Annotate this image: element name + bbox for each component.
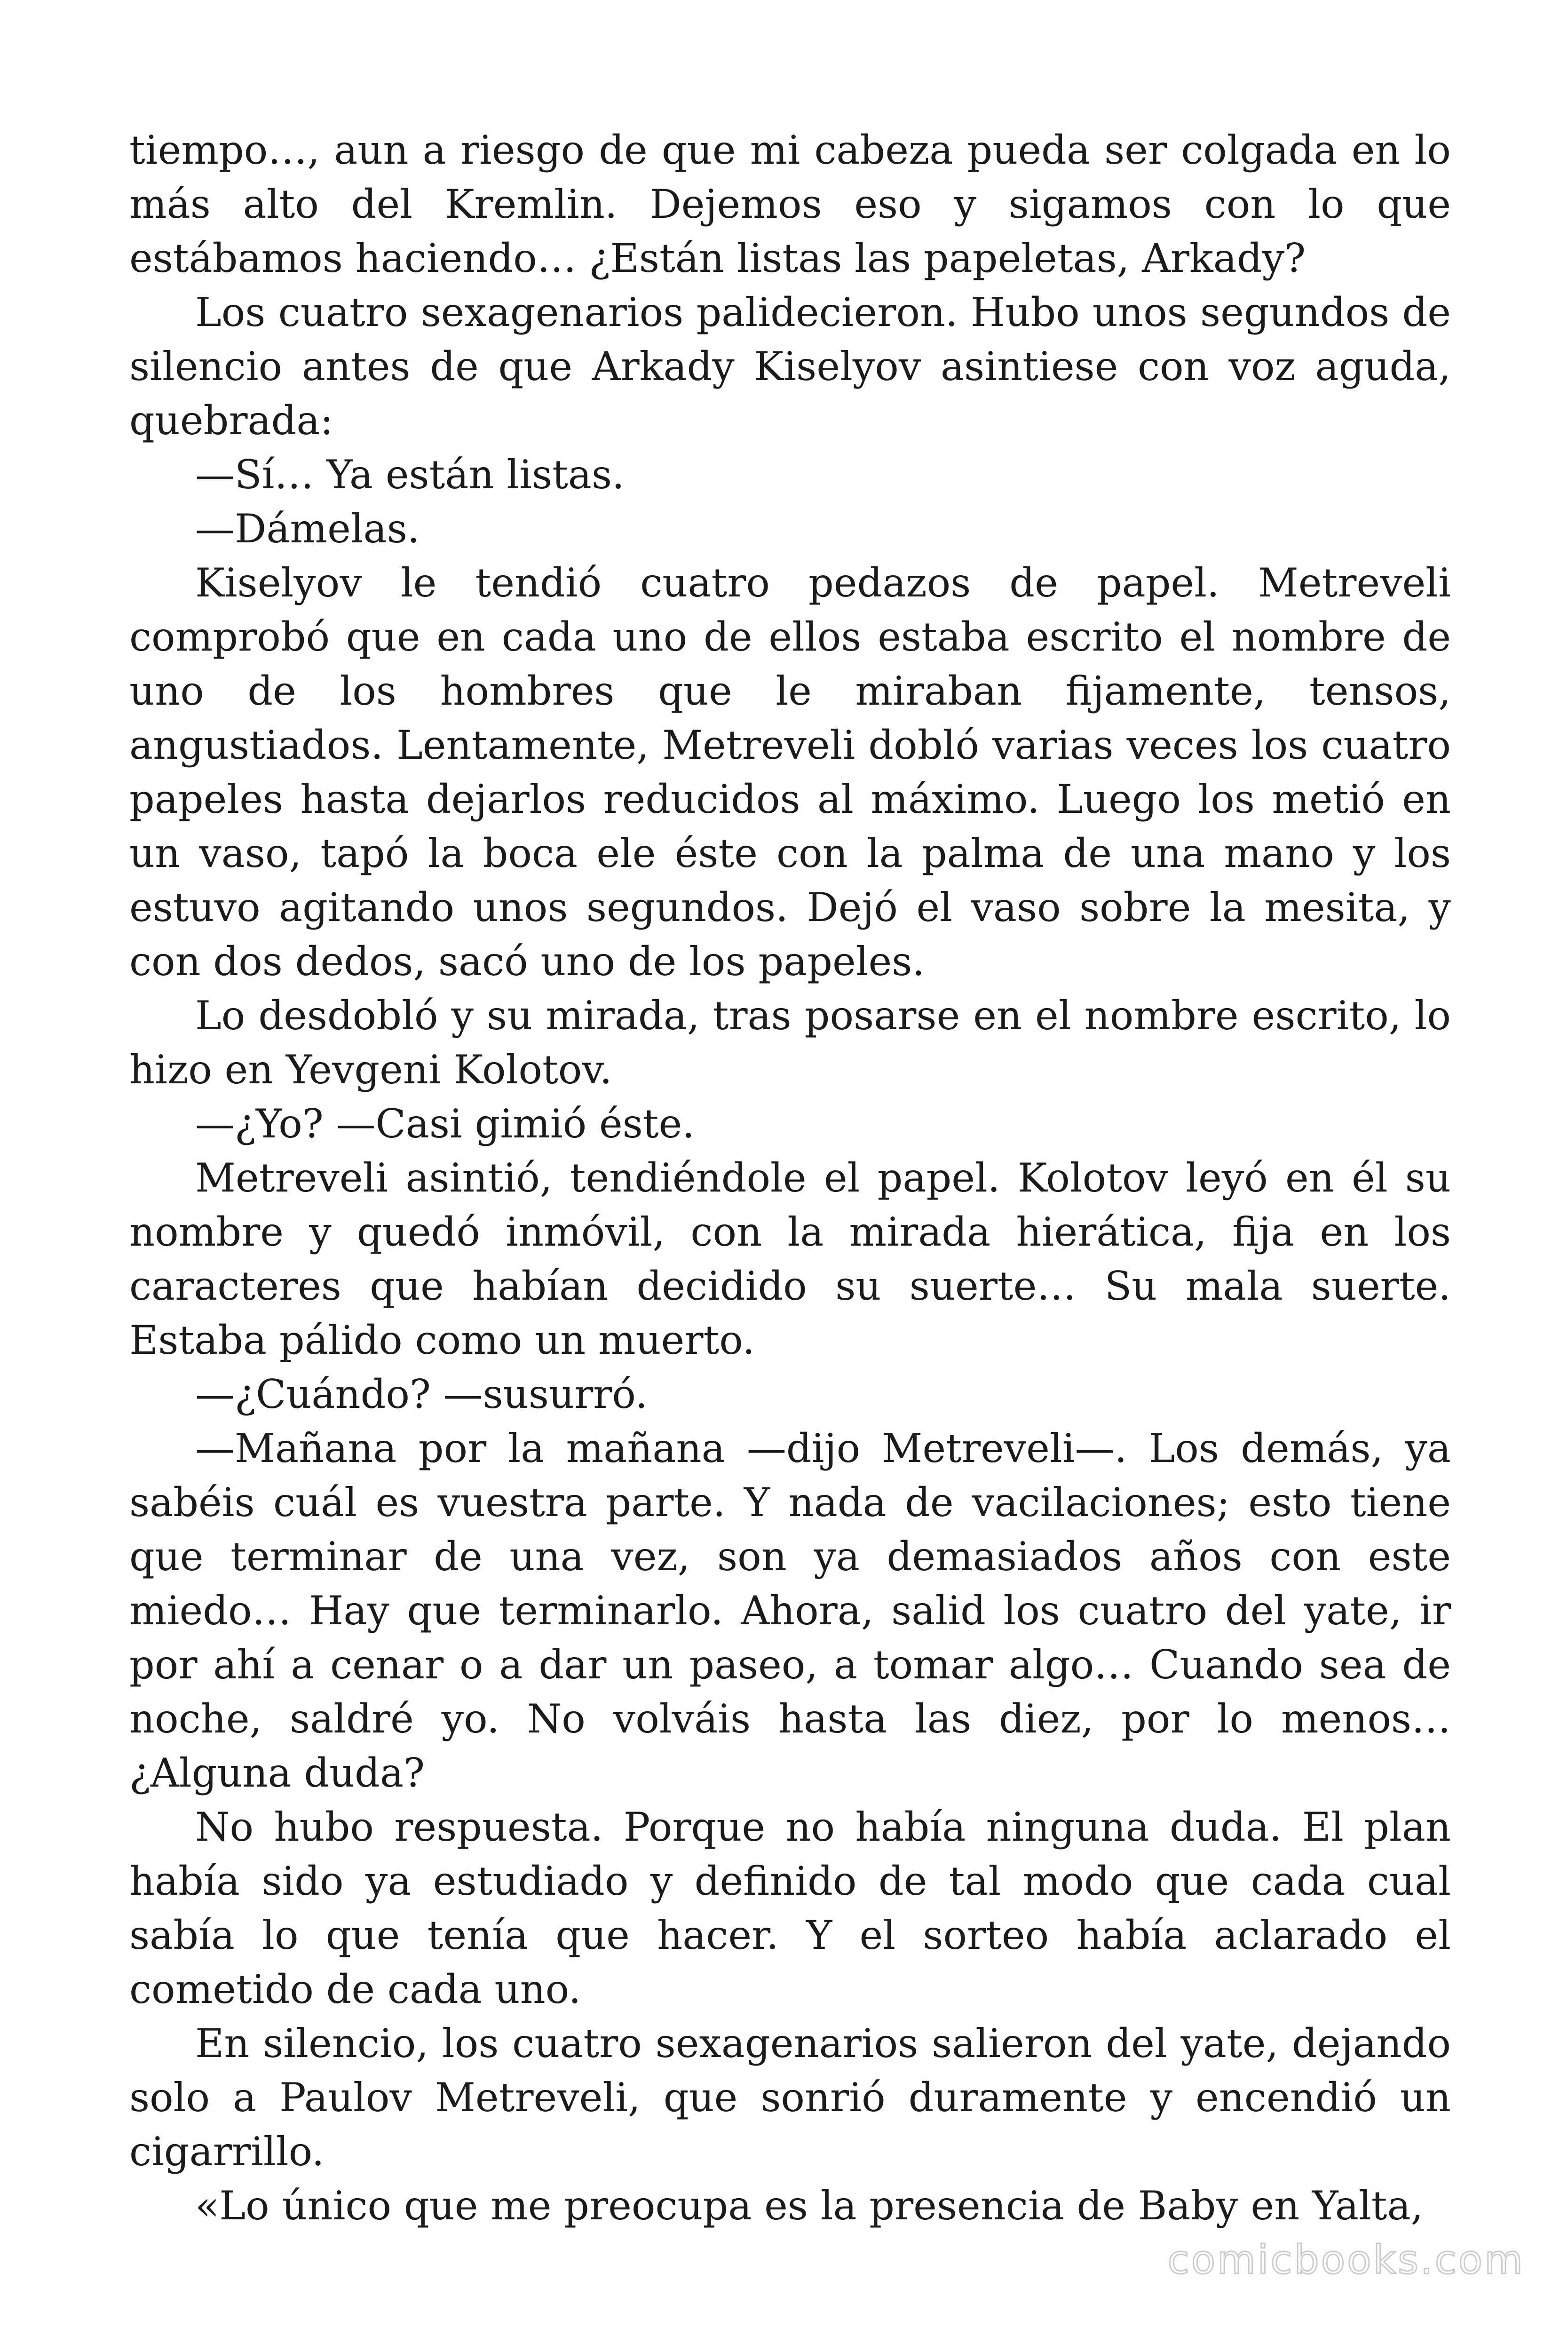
paragraph: Los cuatro sexagenarios palidecieron. Hubo unos segundos de silencio antes de que Arkady Kiselyov asintiese con voz aguda, quebrada: (129, 289, 1451, 444)
paragraph: —Dámelas. (195, 506, 420, 552)
paragraph: No hubo respuesta. Porque no había ninguna duda. El plan había sido ya estudiado y definido de tal modo que cada cual sabía lo que tenía que hacer. Y el sorteo había aclarado el cometido de cada uno. (129, 1804, 1451, 2012)
paragraph: —¿Yo? —Casi gimió éste. (195, 1101, 695, 1147)
paragraph: Lo desdobló y su mirada, tras posarse en el nombre escrito, lo hizo en Yevgeni Kolotov. (129, 993, 1451, 1093)
watermark: comicbooks.com (1167, 2237, 1525, 2283)
paragraph: tiempo…, aun a riesgo de que mi cabeza pueda ser colgada en lo más alto del Kremlin. Dejemos eso y sigamos con lo que estábamos haciendo… ¿Están listas las papeletas, Arkady? (129, 127, 1451, 281)
paragraph: «Lo único que me preocupa es la presencia de Baby en Yalta, (195, 2183, 1424, 2229)
paragraph: —Sí… Ya están listas. (195, 452, 625, 498)
book-page-text (129, 123, 1451, 2233)
paragraph: En silencio, los cuatro sexagenarios salieron del yate, dejando solo a Paulov Metreveli, que sonrió duramente y encendió un cigarrillo. (129, 2020, 1451, 2175)
paragraph: —Mañana por la mañana —dijo Metreveli—. Los demás, ya sabéis cuál es vuestra parte. Y nada de vacilaciones; esto tiene que terminar de una vez, son ya demasiados años con este miedo… Hay que terminarlo. Ahora, salid los cuatro del yate, ir por ahí a cenar o a dar un paseo, a tomar algo… Cuando sea de noche, saldré yo. No volváis hasta las diez, por lo menos… ¿Alguna duda? (129, 1425, 1451, 1796)
paragraph: Kiselyov le tendió cuatro pedazos de papel. Metreveli comprobó que en cada uno de ellos estaba escrito el nombre de uno de los hombres que le miraban fijamente, tensos, angustiados. Lentamente, Metreveli dobló varias veces los cuatro papeles hasta dejarlos reducidos al máximo. Luego los metió en un vaso, tapó la boca ele éste con la palma de una mano y los estuvo agitando unos segundos. Dejó el vaso sobre la mesita, y con dos dedos, sacó uno de los papeles. (129, 560, 1451, 985)
paragraph: Metreveli asintió, tendiéndole el papel. Kolotov leyó en él su nombre y quedó inmóvil, con la mirada hierática, fija en los caracteres que habían decidido su suerte… Su mala suerte. Estaba pálido como un muerto. (129, 1155, 1451, 1363)
paragraph: —¿Cuándo? —susurró. (195, 1371, 648, 1417)
